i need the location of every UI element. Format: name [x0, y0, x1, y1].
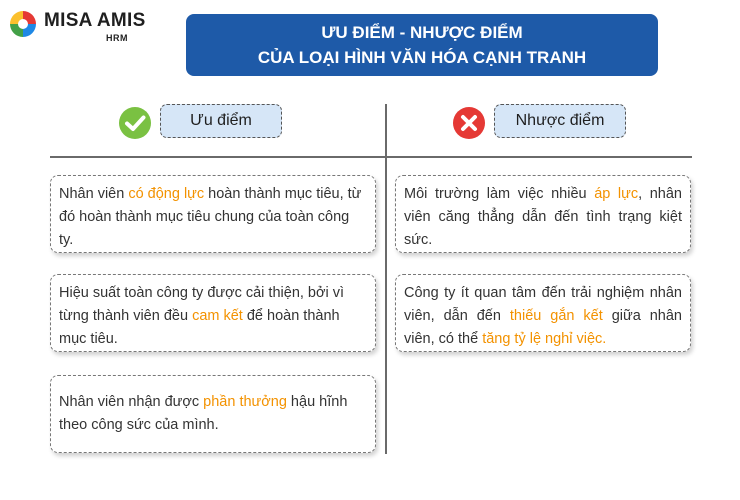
- check-circle-icon: [118, 106, 152, 140]
- card-highlight: thiếu gắn kết: [509, 308, 603, 324]
- title-banner: [186, 14, 658, 76]
- card-text: Nhân viên nhận được: [59, 394, 204, 410]
- pros-label: Ưu điểm: [160, 104, 282, 138]
- cons-card-1: [395, 175, 691, 253]
- card-highlight: phần thưởng: [203, 394, 287, 410]
- brand-swirl-icon: [8, 9, 38, 39]
- title-line-1: ƯU ĐIỂM - NHƯỢC ĐIỂM: [321, 23, 523, 42]
- pros-card-1: [50, 175, 376, 253]
- cons-label: Nhược điểm: [494, 104, 626, 138]
- misa-amis-logo: [8, 8, 148, 48]
- brand-name: MISA AMIS: [44, 10, 146, 31]
- card-text: Nhân viên: [59, 186, 129, 202]
- card-highlight: áp lực: [594, 186, 639, 202]
- card-highlight: có động lực: [128, 186, 205, 202]
- x-circle-icon: [452, 106, 486, 140]
- horizontal-divider: [50, 156, 692, 158]
- vertical-divider: [385, 104, 387, 454]
- card-text: Công ty ít quan tâm đến trải nghiệm nhân viên, dẫn đến: [404, 285, 682, 324]
- card-highlight: cam kết: [192, 308, 243, 324]
- card-text: Hiệu suất toàn công ty được cải thiện, bởi vì từng thành viên đều: [59, 285, 345, 324]
- title-line-2: CỦA LOẠI HÌNH VĂN HÓA CẠNH TRANH: [257, 48, 587, 67]
- card-text: để hoàn thành mục tiêu.: [59, 308, 340, 347]
- card-highlight: tăng tỷ lệ nghỉ việc.: [482, 331, 607, 347]
- card-text: , nhân viên căng thẳng dẫn đến tình trạng kiệt sức.: [404, 186, 682, 248]
- pros-card-3: [50, 375, 376, 453]
- brand-sub: HRM: [106, 33, 128, 43]
- cons-card-2: [395, 274, 691, 352]
- pros-card-2: [50, 274, 376, 352]
- card-text: hậu hĩnh theo công sức của mình.: [59, 394, 348, 433]
- card-text: giữa nhân viên, có thể: [404, 308, 682, 347]
- card-text: Môi trường làm việc nhiều: [404, 186, 595, 202]
- card-text: hoàn thành mục tiêu, từ đó hoàn thành mục tiêu chung của toàn công ty.: [59, 186, 362, 248]
